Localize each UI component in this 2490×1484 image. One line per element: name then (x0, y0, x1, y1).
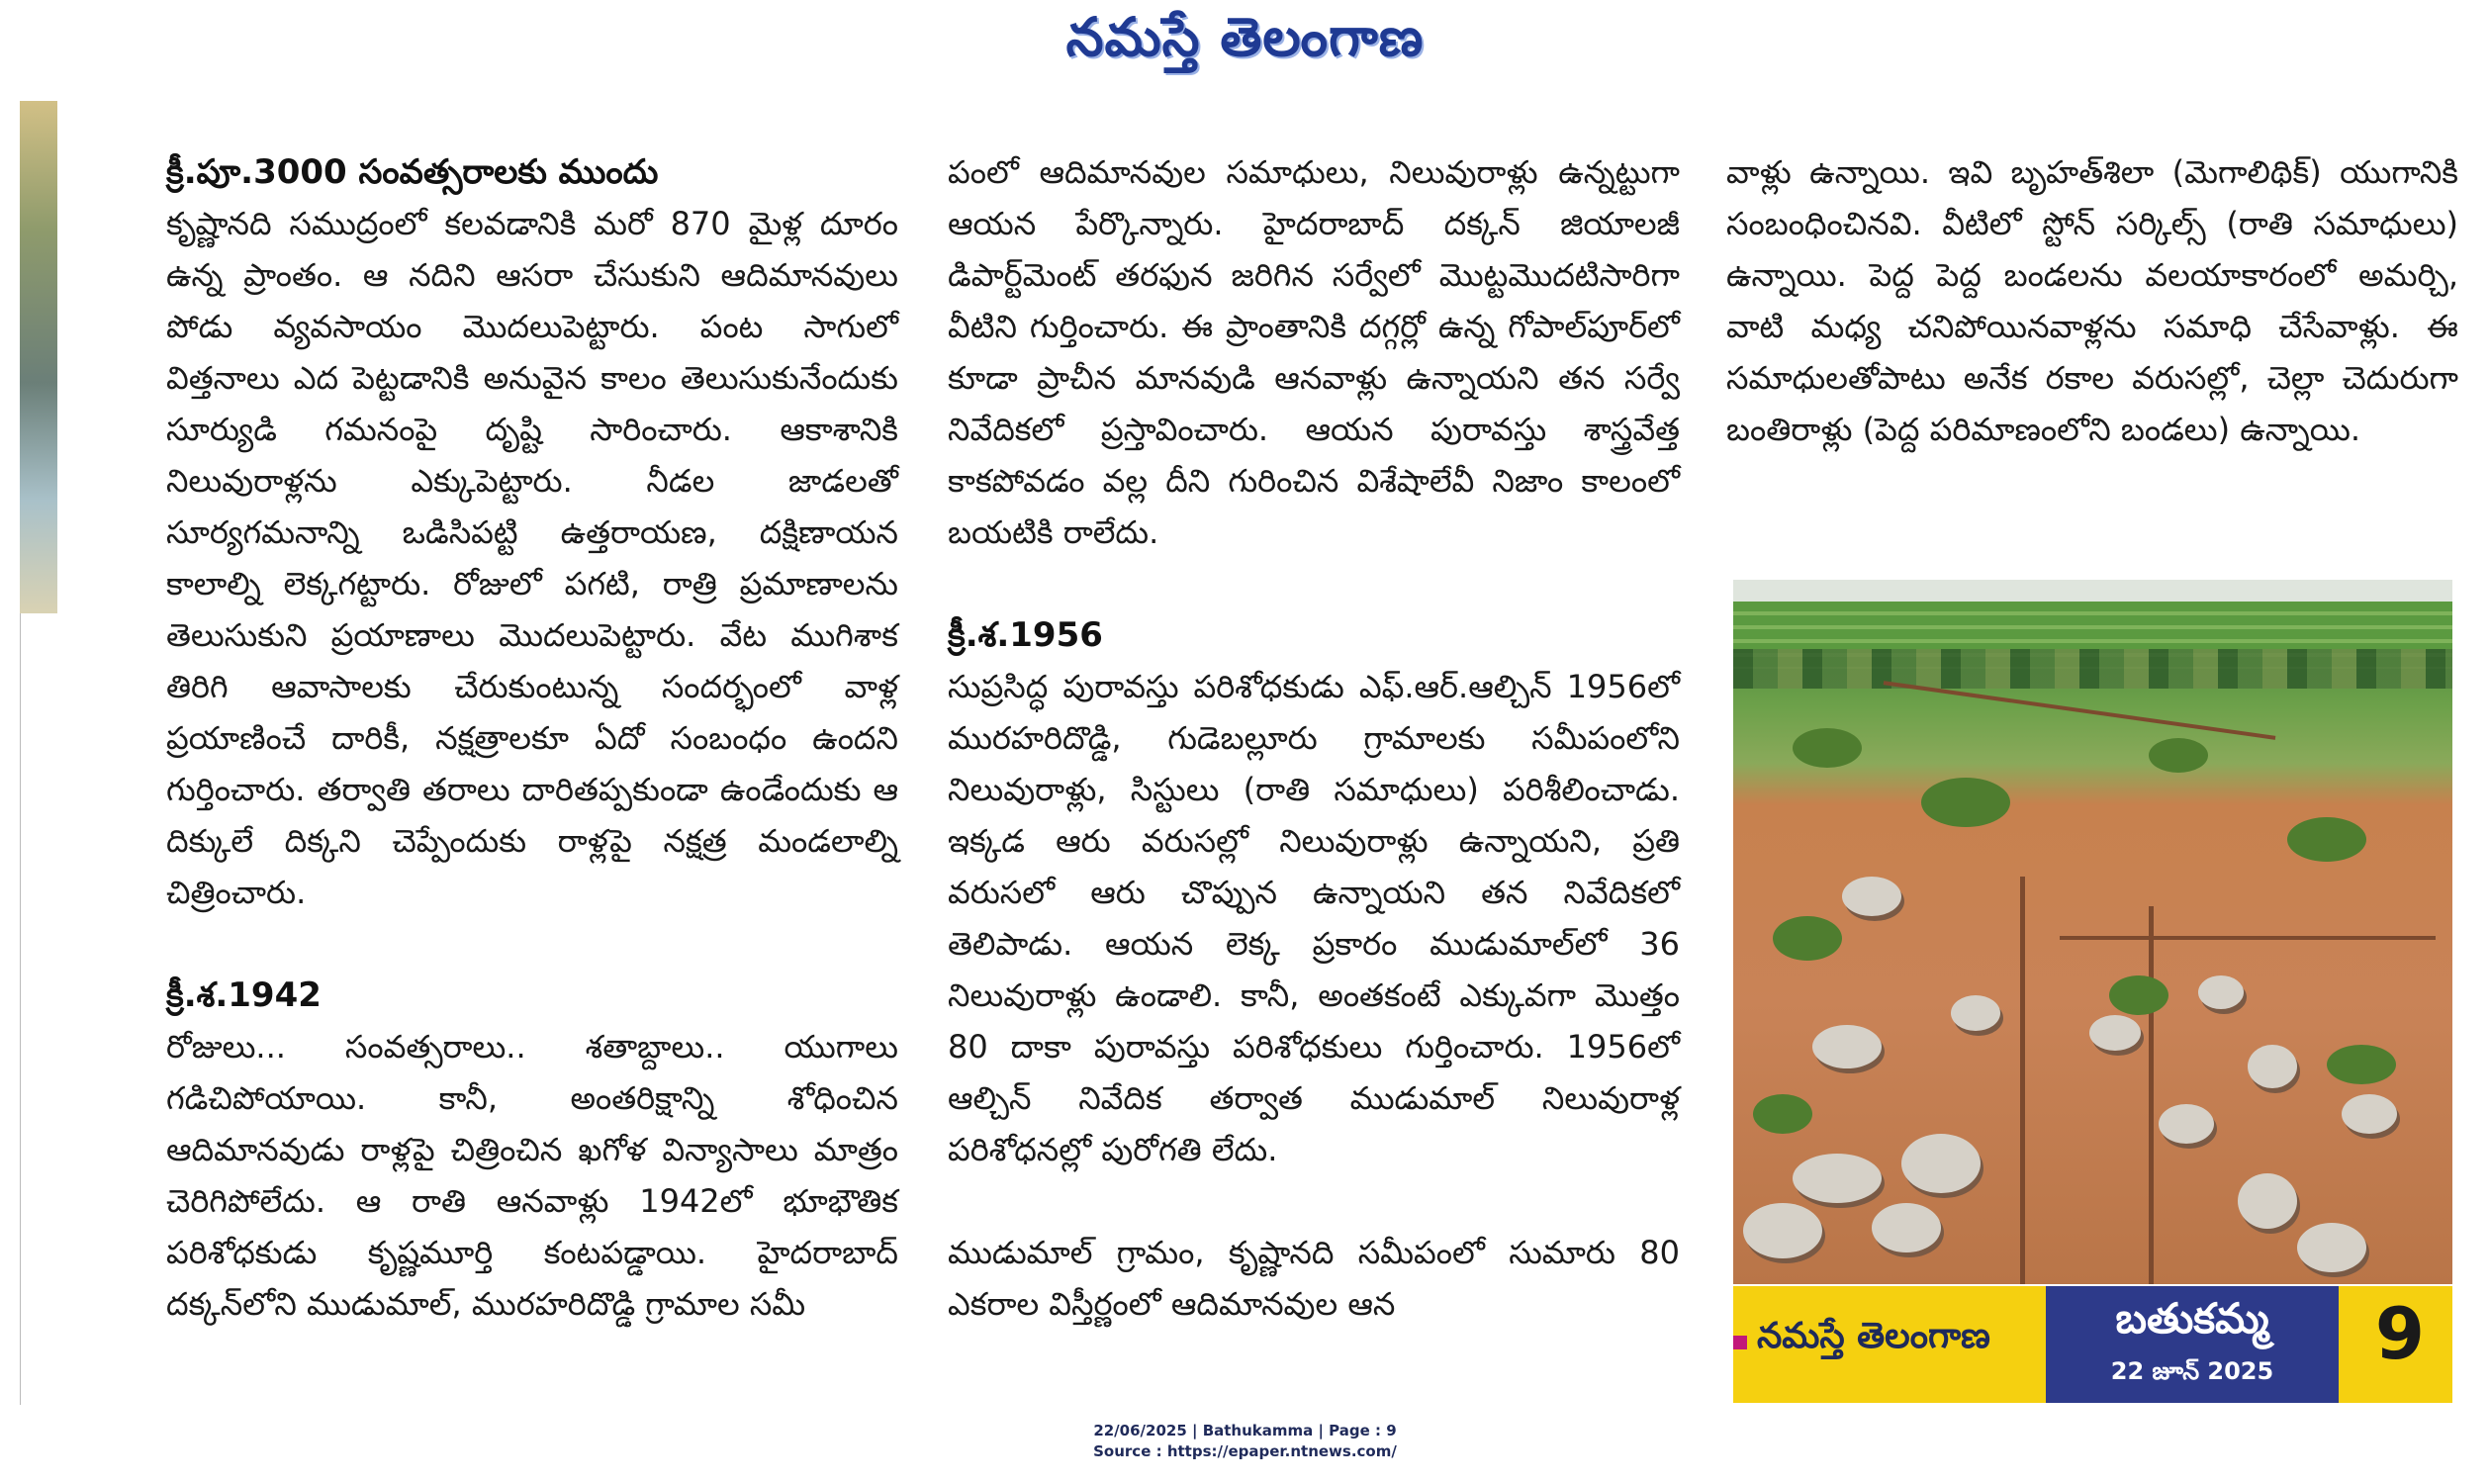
article-column-1 (166, 146, 898, 1330)
masthead-logo: నమస్తే తెలంగాణ (1065, 6, 1425, 68)
page-footer-banner (1733, 1286, 2452, 1403)
adjacent-page-photo-strip (20, 101, 57, 613)
section-heading-1942: క్రీ.శ.1942 (166, 975, 322, 1015)
article-paragraph: కృష్ణానది సముద్రంలో కలవడానికి మరో 870 మైళ్ల దూరం ఉన్న ప్రాంతం. ఆ నదిని ఆసరా చేసుకుని ఆదిమానవులు పోడు వ్యవసాయం మొదలుపెట్టారు. పంట సాగులో విత్తనాలు ఎద పెట్టడానికి అనువైన కాలం తెలుసుకునేందుకు సూర్యుడి గమనంపై దృష్టి సారించారు. ఆకాశానికి నిలువురాళ్లను ఎక్కుపెట్టారు. నీడల జాడలతో సూర్యగమనాన్ని ఒడిసిపట్టి ఉత్తరాయణ, దక్షిణాయన కాలాల్ని లెక్కగట్టారు. రోజులో పగటి, రాత్రి ప్రమాణాలను తెలుసుకుని ప్రయాణాలు మొదలుపెట్టారు. వేట ముగిశాక తిరిగి ఆవాసాలకు చేరుకుంటున్న సందర్భంలో వాళ్ల ప్రయాణించే దారికీ, నక్షత్రాలకూ ఏదో సంబంధం ఉందని గుర్తించారు. తర్వాతి తరాలు దారితప్పకుండా ఉండేందుకు ఆ దిక్కులే దిక్కని చెప్పేందుకు రాళ్లపై నక్షత్ర మండలాల్ని చిత్రించారు. (166, 205, 898, 911)
section-heading-1956: క్రీ.శ.1956 (948, 615, 1103, 655)
article-paragraph: వాళ్లు ఉన్నాయి. ఇవి బృహత్‌శిలా (మెగాలిథిక్) యుగానికి సంబంధించినవి. వీటిలో స్టోన్ సర్కిల్స్ (రాతి సమాధులు) ఉన్నాయి. పెద్ద పెద్ద బండలను వలయాకారంలో అమర్చి, వాటి మధ్య చనిపోయినవాళ్లను సమాధి చేసేవాళ్లు. ఈ సమాధులతోపాటు అనేక రకాల వరుసల్లో, చెల్లా చెదురుగా బంతిరాళ్లు (పెద్ద పరిమాణంలోని బండలు) ఉన్నాయి. (1726, 153, 2458, 448)
article-column-3 (1726, 146, 2458, 455)
newspaper-name: నమస్తే తెలంగాణ (1757, 1316, 1990, 1356)
bullet-icon (1733, 1336, 1747, 1349)
supplement-name: బతుకమ్మ (2115, 1294, 2269, 1343)
epaper-footer-info: 22/06/2025 | Bathukamma | Page : 9 (1093, 1422, 1397, 1439)
article-paragraph: సుప్రసిద్ధ పురావస్తు పరిశోధకుడు ఎఫ్.ఆర్.ఆల్చిన్ 1956లో మురహరిదొడ్డి, గుడెబల్లూరు గ్రామాలకు సమీపంలోని నిలువురాళ్లు, సిస్టులు (రాతి సమాధులు) పరిశీలించాడు. ఇక్కడ ఆరు వరుసల్లో నిలువురాళ్లు ఉన్నాయని, ప్రతి వరుసలో ఆరు చొప్పున ఉన్నాయని తన నివేదికలో తెలిపాడు. ఆయన లెక్క ప్రకారం ముడుమాల్‌లో 36 నిలువురాళ్లు ఉండాలి. కానీ, అంతకంటే ఎక్కువగా మొత్తం 80 దాకా పురావస్తు పరిశోధకులు గుర్తించారు. 1956లో ఆల్చిన్ నివేదిక తర్వాత ముడుమాల్ నిలువురాళ్ల పరిశోధనల్లో పురోగతి లేదు. (948, 668, 1680, 1168)
article-paragraph: రోజులు... సంవత్సరాలు.. శతాబ్దాలు.. యుగాలు గడిచిపోయాయి. కానీ, అంతరిక్షాన్ని శోధించిన ఆదిమానవుడు రాళ్లపై చిత్రించిన ఖగోళ విన్యాసాలు మాత్రం చెరిగిపోలేదు. ఆ రాతి ఆనవాళ్లు 1942లో భూభౌతిక పరిశోధకుడు కృష్ణమూర్తి కంటపడ్డాయి. హైదరాబాద్ దక్కన్‌లోని ముడుమాల్, మురహరిదొడ్డి గ్రామాల సమీ (166, 1028, 898, 1323)
section-heading-3000bc: క్రీ.పూ.3000 సంవత్సరాలకు ముందు (166, 152, 659, 192)
epaper-source-link[interactable]: Source : https://epaper.ntnews.com/ (1093, 1442, 1397, 1460)
supplement-panel (2046, 1286, 2339, 1403)
article-paragraph: పంలో ఆదిమానవుల సమాధులు, నిలువురాళ్లు ఉన్నట్టుగా ఆయన పేర్కొన్నారు. హైదరాబాద్ దక్కన్ జియాలజీ డిపార్ట్‌మెంట్ తరఫున జరిగిన సర్వేలో మొట్టమొదటిసారిగా వీటిని గుర్తించారు. ఈ ప్రాంతానికి దగ్గర్లో ఉన్న గోపాల్‌పూర్‌లో కూడా ప్రాచీన మానవుడి ఆనవాళ్లు ఉన్నాయని తన సర్వే నివేదికలో ప్రస్తావించారు. ఆయన పురావస్తు శాస్త్రవేత్త కాకపోవడం వల్ల దీని గురించిన విశేషాలేవీ నిజాం కాలంలో బయటికి రాలేదు. (948, 153, 1680, 551)
article-paragraph: ముడుమాల్ గ్రామం, కృష్ణానది సమీపంలో సుమారు 80 ఎకరాల విస్తీర్ణంలో ఆదిమానవుల ఆన (948, 1234, 1680, 1323)
page-number: 9 (2374, 1292, 2425, 1375)
article-column-2 (948, 146, 1680, 1330)
page-edge-divider (20, 613, 21, 1405)
issue-date: 22 జూన్ 2025 (2110, 1357, 2274, 1385)
megalithic-site-photo (1733, 580, 2452, 1284)
